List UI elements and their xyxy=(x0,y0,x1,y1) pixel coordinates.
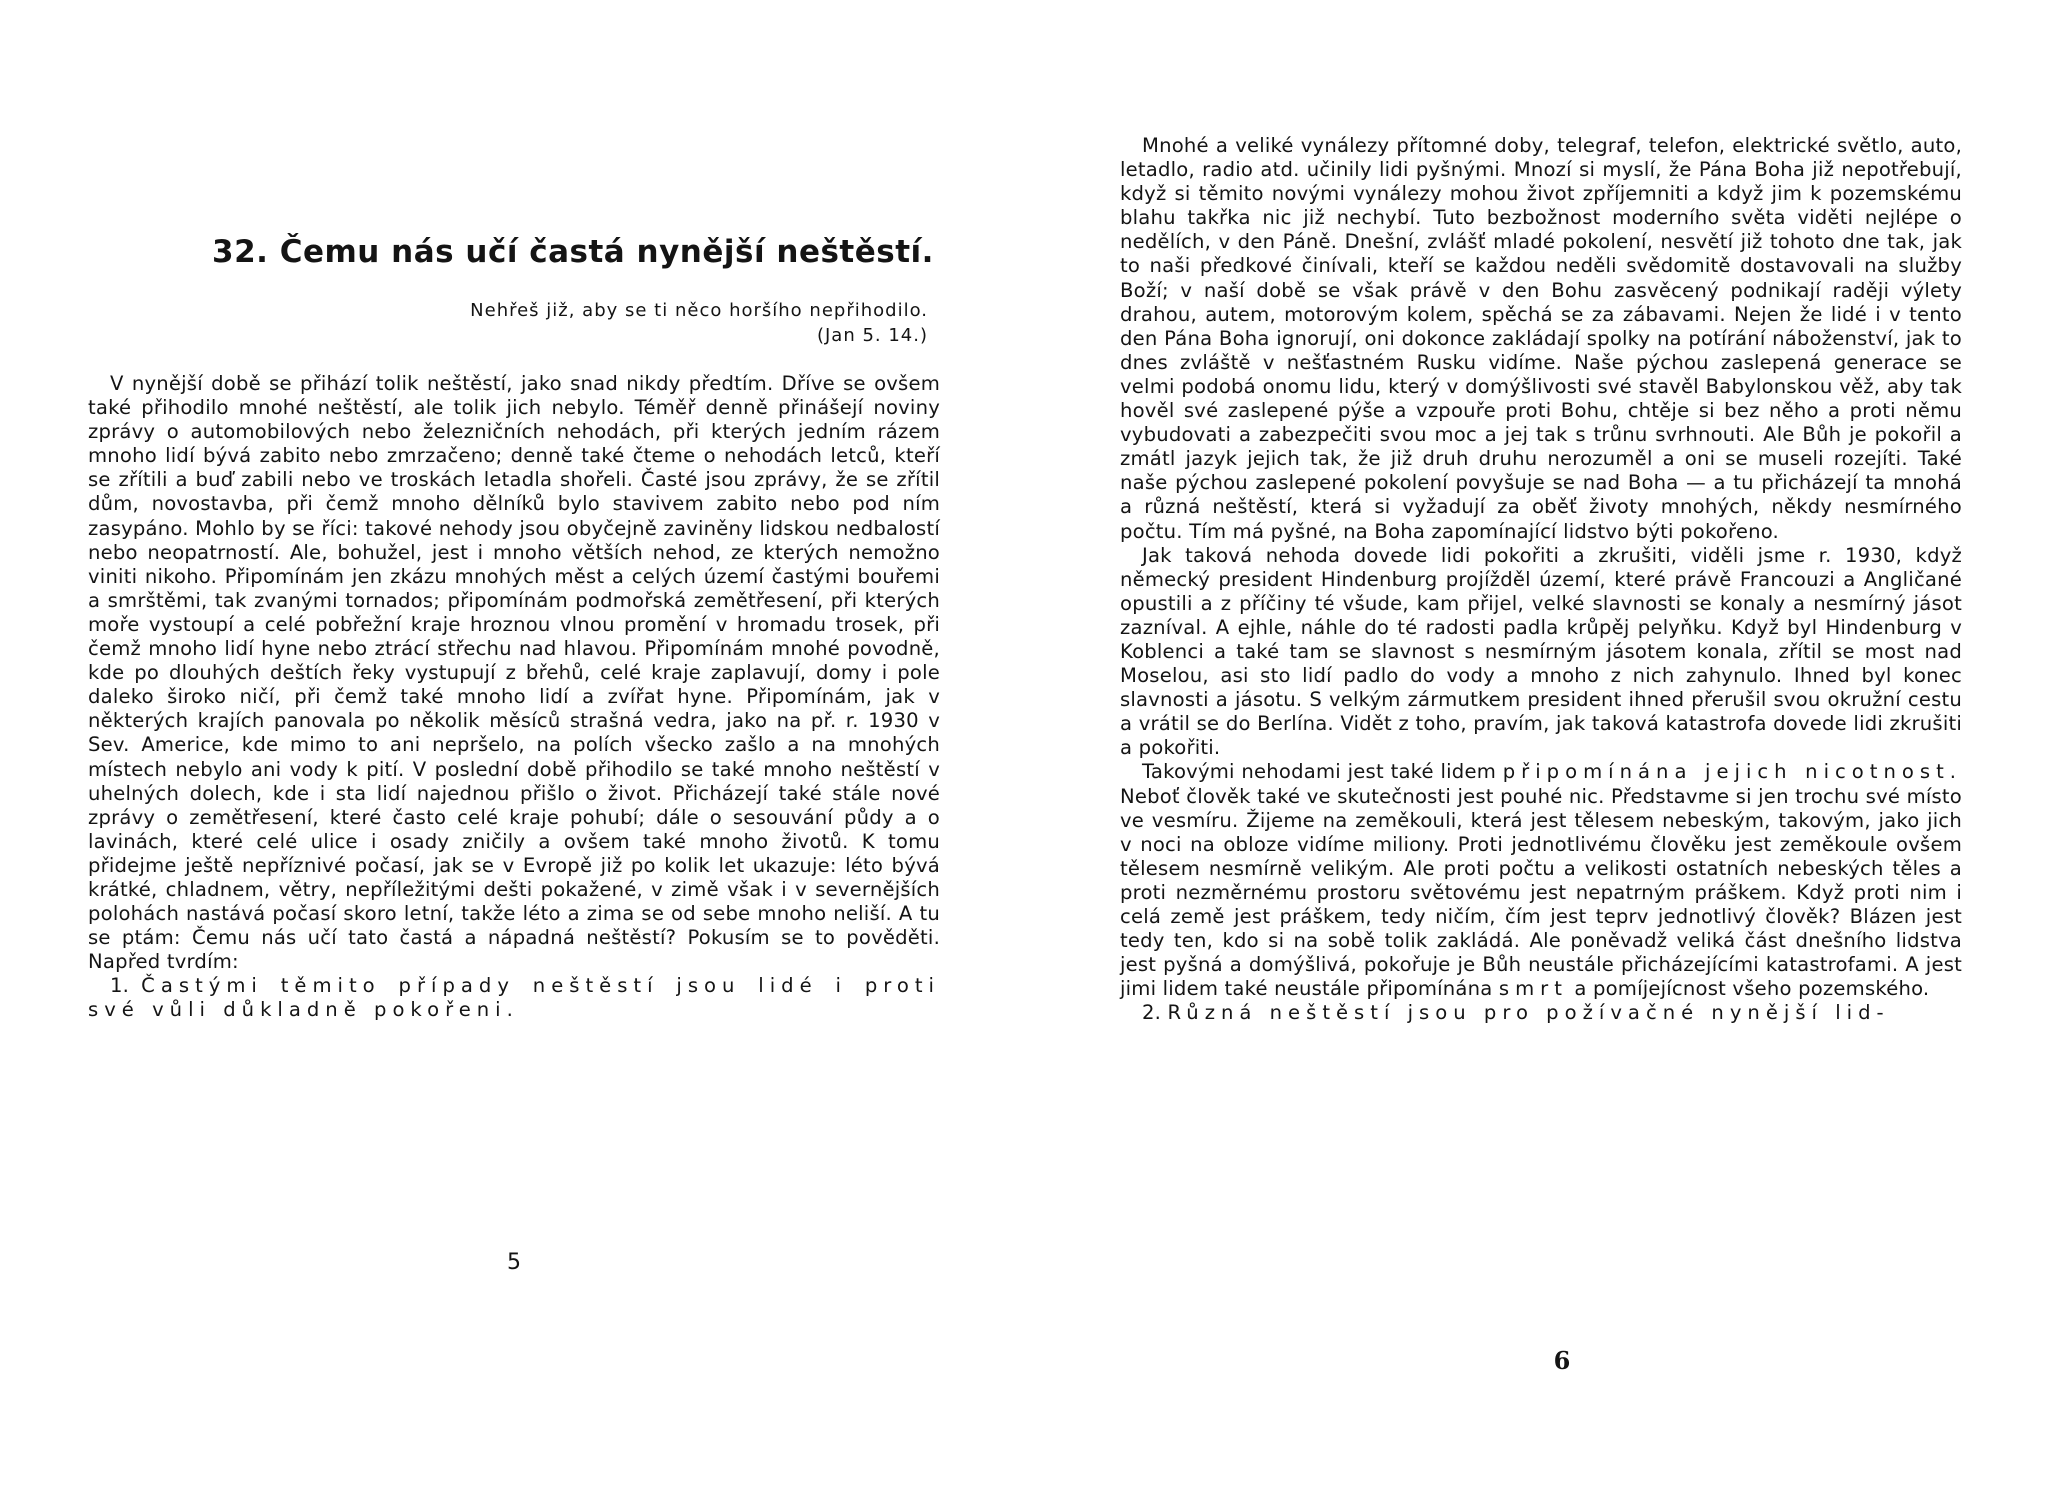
text-run: a pomíjejícnost všeho pozemského. xyxy=(1574,977,1930,1001)
page-number-right: 6 xyxy=(1553,1346,1571,1375)
motto xyxy=(470,298,928,348)
point-1-text: Častými těmito případy neštěstí jsou lidé i proti své vůli důkladně pokořeni. xyxy=(88,974,940,1022)
point-2 xyxy=(1120,1001,1962,1025)
point-number: 2. xyxy=(1142,1001,1162,1025)
motto-reference: (Jan 5. 14.) xyxy=(816,325,928,346)
paragraph: Mnohé a veliké vynálezy přítomné doby, telegraf, telefon, elektrické světlo, auto, letadlo, radio atd. učinily lidi pyšnými. Mnozí si myslí, že Pána Boha již nepotřebují, když si těmito novými vynálezy mohou život zpříjemniti a když jim k pozemskému blahu takřka nic již nechybí. Tuto bezbožnost moderního světa viděti nejlépe o nedělích, v den Páně. Dnešní, zvlášť mladé pokolení, nesvětí již tohoto dne tak, jak to naši předkové činívali, kteří se každou neděli svědomitě dostavovali na služby Boží; v naší době se však právě v den Bohu zasvěcený podnikají raději výlety drahou, autem, motorovým kolem, spěchá se za zábavami. Nejen že lidé i v tento den Pána Boha ignorují, oni dokonce zakládají spolky na potírání náboženství, jak to dnes zvláště v nešťastném Rusku vidíme. Naše pýchou zaslepená generace se velmi podobá onomu lidu, který v domýšlivosti své stavěl Babylonskou věž, aby tak hověl své zaslepené pýše a vzpouře proti Bohu, chtěje si bez něho a proti němu vybudovati a zabezpečiti svou moc a jej tak s trůnu svrhnouti. Ale Bůh je pokořil a zmátl jazyk jejich tak, že již druh druhu nerozuměl a oni se museli rozejíti. Také naše pýchou zaslepené pokolení povyšuje se nad Boha — a tu přicházejí ta mnohá a různá neštěstí, která si vyžadují za oběť životy mnohých, někdy nesmírného počtu. Tím má pyšné, na Boha zapomínající lidstvo býti pokořeno. xyxy=(1120,134,1962,543)
right-page xyxy=(1023,0,2046,1500)
text-run: Neboť člověk také ve skutečnosti jest pouhé nic. Představme si jen trochu své místo ve vesmíru. Žijeme na zeměkouli, která jest tělesem nebeským, takovým, jako jich v noci na obloze vidíme miliony. Proti jednotlivému člověku jest zeměkoule ovšem tělesem nesmírně velikým. Ale proti počtu a velikosti ostatních nebeských těles a proti nezměrnému prostoru světovému jest nepatrným práškem. Když proti nim i celá země jest práškem, tedy ničím, čím jest teprv jednotlivý člověk? Blázen jest tedy ten, kdo si na sobě tolik zakládá. Ale poněvadž veliká část dnešního lidstva jest pyšná a domýšlivá, pokořuje je Bůh neustále přicházejícími katastrofami. A jest jimi lidem také neustále připomínána xyxy=(1120,784,1962,1001)
paragraph: Jak taková nehoda dovede lidi pokořiti a zkrušiti, viděli jsme r. 1930, když německý president Hindenburg projížděl území, které právě Francouzi a Angličané opustili a z příčiny té všude, kam přijel, velké slavnosti se konaly a nesmírný jásot zazníval. A ejhle, náhle do té radosti padla krůpěj pelyňku. Když byl Hindenburg v Koblenci a také tam se slavnost s nesmírným jásotem konala, zřítil se most nad Moselou, asi sto lidí padlo do vody a mnoho z nich zahynulo. Ihned byl konec slavnosti a jásotu. S velkým zármutkem president ihned přerušil svou okružní cestu a vrátil se do Berlína. Vidět z toho, pravím, jak taková katastrofa dovede lidi zkrušiti a pokořiti. xyxy=(1120,543,1962,760)
point-2-text: Různá neštěstí jsou pro požívačné nynější lid- xyxy=(1167,1001,1890,1025)
paragraph xyxy=(1120,760,1962,1001)
motto-text: Nehřeš již, aby se ti něco horšího nepřihodilo. xyxy=(470,300,928,321)
page-number-left: 5 xyxy=(507,1250,521,1275)
right-body-text xyxy=(1120,134,1962,1025)
emphasis-text: smrt xyxy=(1498,977,1568,1001)
emphasis-text: připomínána jejich nicotnost. xyxy=(1502,760,1962,784)
paragraph: V nynější době se přihází tolik neštěstí, jako snad nikdy předtím. Dříve se ovšem také přihodilo mnohé neštěstí, ale tolik jich nebylo. Téměř denně přinášejí noviny zprávy o automobilových nebo železničních nehodách, při kterých jedním rázem mnoho lidí bývá zabito nebo zmrzačeno; denně také čteme o nehodách letců, kteří se zřítili a buď zabili nebo ve troskách letadla shořeli. Časté jsou zprávy, že se zřítil dům, novostavba, při čemž mnoho dělníků bylo stavivem zabito nebo pod ním zasypáno. Mohlo by se říci: takové nehody jsou obyčejně zaviněny lidskou nedbalostí nebo neopatrností. Ale, bohužel, jest i mnoho větších nehod, ze kterých nemožno viniti nikoho. Připomínám jen zkázu mnohých měst a celých území častými bouřemi a smrštěmi, tak zvanými tornados; připomínám podmořská zemětřesení, při kterých moře vystoupí a celé pobřežní kraje hroznou vlnou promění v hromadu trosek, při čemž mnoho lidí hyne nebo ztrácí střechu nad hlavou. Připomínám mnohé povodně, kde po dlouhých deštích řeky vystupují z břehů, celé kraje zaplavují, domy i pole daleko široko ničí, při čemž také mnoho lidí a zvířat hyne. Připomínám, jak v některých krajích panovala po několik měsíců strašná vedra, jako na př. r. 1930 v Sev. Americe, kde mimo to ani nepršelo, na polích všecko zašlo a na mnohých místech nebylo ani vody k pití. V poslední době přihodilo se také mnoho neštěstí v uhelných dolech, kde i sta lidí najednou přišlo o život. Přicházejí také stále nové zprávy o zemětřesení, které často celé kraje pohubí; dále o sesouvání půdy a o lavinách, které celé ulice i osady zničily a ovšem také mnoho životů. K tomu přidejme ještě nepříznivé počasí, jak se v Evropě již po kolik let ukazuje: léto bývá krátké, chladnem, větry, nepříležitými dešti pokažené, v zimě však i v severnějších polohách nastává počasí skoro letní, takže léto a zima se od sebe mnoho neliší. A tu se ptám: Čemu nás učí tato častá a nápadná neštěstí? Pokusím se to pověděti. Napřed tvrdím: xyxy=(88,372,940,974)
point-1 xyxy=(88,974,940,1022)
chapter-title: 32. Čemu nás učí častá nynější neštěstí. xyxy=(212,234,934,270)
left-body-text xyxy=(88,372,940,1023)
point-number: 1. xyxy=(110,974,130,998)
text-run: Takovými nehodami jest také lidem xyxy=(1142,760,1496,784)
